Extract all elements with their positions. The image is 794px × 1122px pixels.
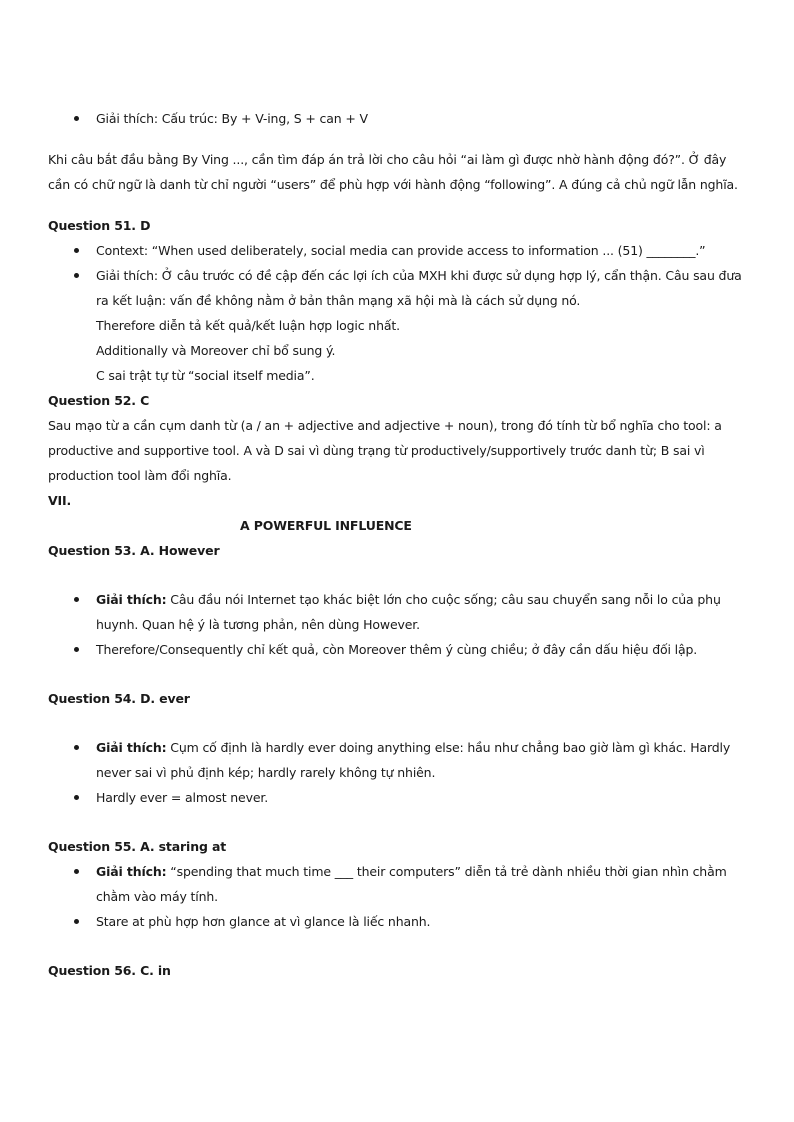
section-title: A POWERFUL INFLUENCE xyxy=(240,518,412,533)
question-53-bullets xyxy=(48,587,748,662)
intro-paragraph: Khi câu bắt đầu bằng By Ving ..., cần tìm đáp án trả lời cho câu hỏi “ai làm gì được nhờ hành động đó?”. Ở đây cần có chữ ngữ là danh từ chỉ người “users” để phù hợp với hành động “following”. A đúng cả chủ ngữ lẫn nghĩa. xyxy=(48,152,738,192)
question-56 xyxy=(48,958,748,983)
question-heading: Question 55. A. staring at xyxy=(48,839,227,854)
section-number: VII. xyxy=(48,493,72,508)
explanation-line: Therefore diễn tả kết quả/kết luận hợp logic nhất. xyxy=(96,318,400,333)
explanation-text: Giải thích: Ở câu trước có đề cập đến các lợi ích của MXH khi được sử dụng hợp lý, cẩn thận. Câu sau đưa ra kết luận: vấn đề không nằm ở bản thân mạng xã hội mà là cách sử dụng nó. xyxy=(96,268,742,308)
question-54-bullets xyxy=(48,735,748,810)
question-heading: Question 54. D. ever xyxy=(48,691,190,706)
question-51-bullets xyxy=(48,238,748,388)
list-item xyxy=(48,587,748,637)
list-item: Stare at phù hợp hơn glance at vì glance là liếc nhanh. xyxy=(48,909,748,934)
question-heading: Question 56. C. in xyxy=(48,963,171,978)
document-page xyxy=(48,106,748,983)
explanation-text: Câu đầu nói Internet tạo khác biệt lớn cho cuộc sống; câu sau chuyển sang nỗi lo của phụ huynh. Quan hệ ý là tương phản, nên dùng However. xyxy=(96,592,721,632)
explanation-line: C sai trật tự từ “social itself media”. xyxy=(96,368,315,383)
list-item xyxy=(48,263,748,388)
question-heading: Question 51. D xyxy=(48,218,151,233)
list-item: Therefore/Consequently chỉ kết quả, còn Moreover thêm ý cùng chiều; ở đây cần dấu hiệu đối lập. xyxy=(48,637,748,662)
question-heading: Question 53. A. However xyxy=(48,543,220,558)
question-51 xyxy=(48,213,748,388)
question-52-body: Sau mạo từ a cần cụm danh từ (a / an + adjective and adjective + noun), trong đó tính từ bổ nghĩa cho tool: a productive and supportive tool. A và D sai vì dùng trạng từ productively/supportively trước danh từ; B sai vì production tool làm đổi nghĩa. xyxy=(48,418,722,483)
explanation-line: Additionally và Moreover chỉ bổ sung ý. xyxy=(96,343,336,358)
question-heading: Question 52. C xyxy=(48,393,150,408)
list-item: Hardly ever = almost never. xyxy=(48,785,748,810)
explanation-label: Giải thích: xyxy=(96,592,167,607)
explanation-text: “spending that much time ___ their computers” diễn tả trẻ dành nhiều thời gian nhìn chằm chằm vào máy tính. xyxy=(96,864,727,904)
explanation-label: Giải thích: xyxy=(96,740,167,755)
list-item xyxy=(48,859,748,909)
question-55-bullets xyxy=(48,859,748,934)
list-item: Context: “When used deliberately, social media can provide access to information ... (51) ________.” xyxy=(48,238,748,263)
question-52 xyxy=(48,388,748,488)
explanation-text: Cụm cố định là hardly ever doing anything else: hầu như chẳng bao giờ làm gì khác. Hardly never sai vì phủ định kép; hardly rarely không tự nhiên. xyxy=(96,740,731,780)
list-item xyxy=(48,735,748,785)
list-item: Giải thích: Cấu trúc: By + V-ing, S + can + V xyxy=(48,106,748,131)
top-bullet-list xyxy=(48,106,748,131)
question-55 xyxy=(48,834,748,934)
explanation-label: Giải thích: xyxy=(96,864,167,879)
question-53 xyxy=(48,538,748,662)
question-54 xyxy=(48,686,748,810)
